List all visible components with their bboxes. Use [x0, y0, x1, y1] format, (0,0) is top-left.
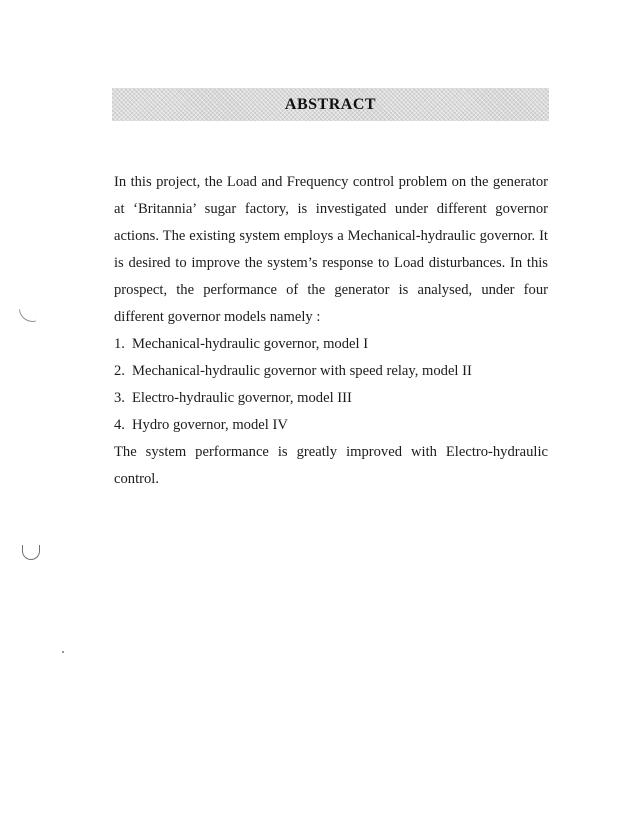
- list-item: [114, 358, 548, 385]
- list-item-number: 4.: [114, 417, 125, 433]
- abstract-heading-band: [112, 88, 549, 121]
- list-item-text: Mechanical-hydraulic governor, model I: [132, 336, 369, 352]
- list-item-number: 2.: [114, 363, 125, 379]
- list-item-number: 1.: [114, 336, 125, 352]
- abstract-body: [114, 169, 548, 493]
- governor-model-list: [114, 331, 548, 439]
- punch-hole-mark: [19, 307, 36, 324]
- scan-speck: [62, 651, 64, 653]
- list-item: [114, 412, 548, 439]
- punch-hole-mark: [22, 545, 40, 560]
- intro-paragraph: In this project, the Load and Frequency control problem on the generator at ‘Britannia’ sugar factory, is investigated under different governor actions. The existing system employs a Mechanical-hydraulic governor. It is desired to improve the system’s response to Load disturbances. In this prospect, the performance of the generator is analysed, under four different governor models namely :: [114, 174, 548, 325]
- list-item: [114, 331, 548, 358]
- list-item-text: Hydro governor, model IV: [132, 417, 288, 433]
- list-item-text: Electro-hydraulic governor, model III: [132, 390, 352, 406]
- list-item-number: 3.: [114, 390, 125, 406]
- list-item-text: Mechanical-hydraulic governor with speed relay, model II: [132, 363, 472, 379]
- abstract-heading: ABSTRACT: [284, 95, 377, 113]
- list-item: [114, 385, 548, 412]
- conclusion-paragraph: The system performance is greatly improved with Electro-hydraulic control.: [114, 444, 548, 487]
